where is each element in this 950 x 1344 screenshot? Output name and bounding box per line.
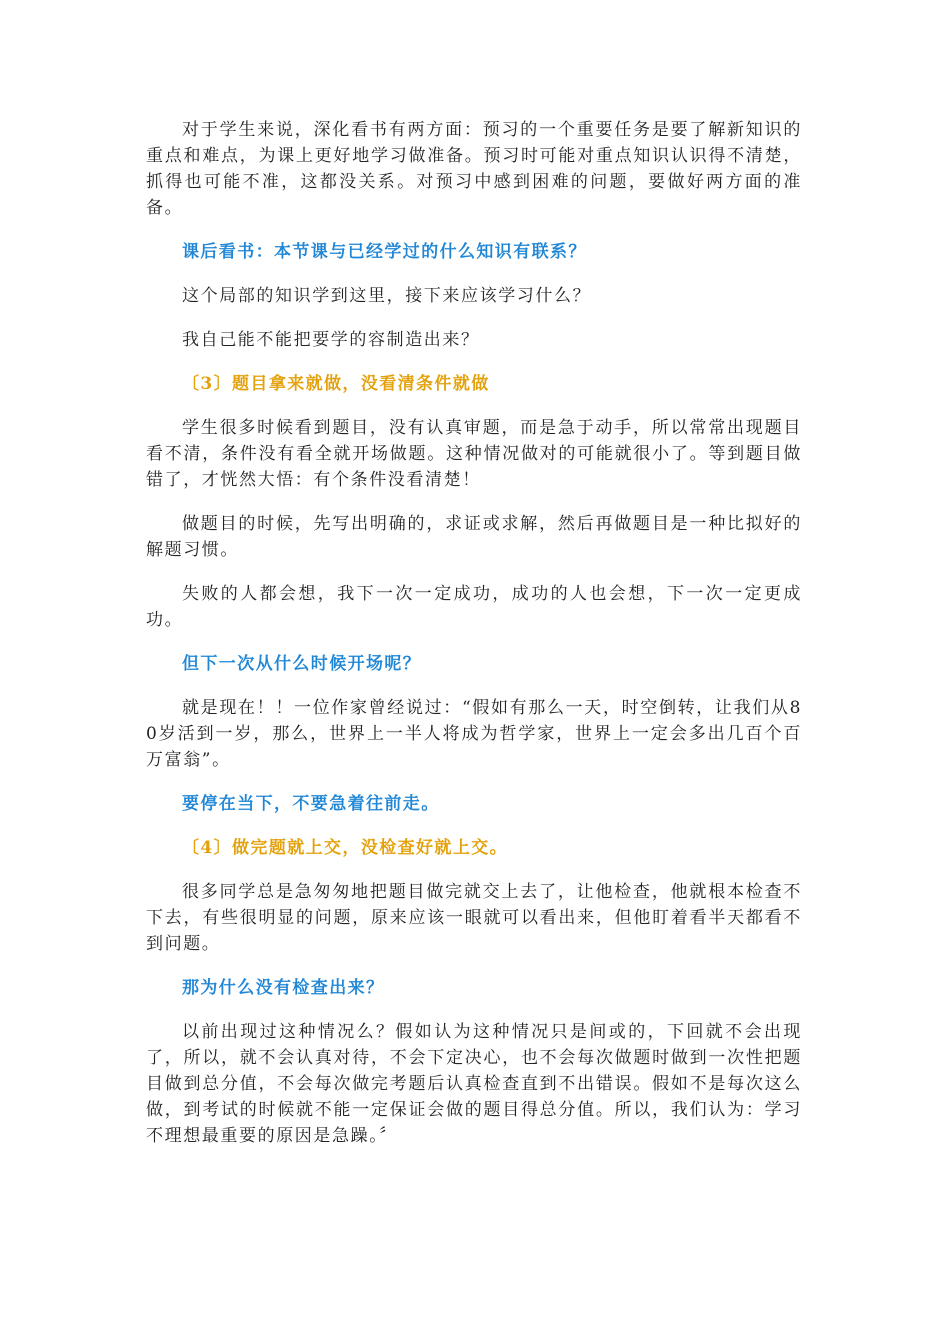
section-4-heading: 〔4〕做完题就上交，没检查好就上交。 <box>182 838 509 858</box>
when-to-start-heading: 但下一次从什么时候开场呢？ <box>182 654 422 674</box>
conclusion-paragraph: 以前出现过这种情况么？假如认为这种情况只是间或的，下回就不会出现了，所以，就不会认真对待，不会下定决心，也不会每次做题时做到一次性把题目做到总分值，不会每次做完考题后认真检查直到不出错误。假如不是每次这么做，到考试的时候就不能一定保证会做的题目得总分值。所以，我们认为：学习不理想最重要的原因是急躁。〞 <box>146 1022 802 1146</box>
hasty-submit-paragraph: 很多同学总是急匆匆地把题目做完就交上去了，让他检查，他就根本检查不下去，有些很明显的问题，原来应该一眼就可以看出来，但他盯着看半天都看不到问题。 <box>146 882 802 954</box>
intro-paragraph: 对于学生来说，深化看书有两方面：预习的一个重要任务是要了解新知识的重点和难点，为课上更好地学习做准备。预习时可能对重点知识认识得不清楚，抓得也可能不准，这都没关系。对预习中感到困难的问题，要做好两方面的准备。 <box>146 120 802 218</box>
writer-quote-paragraph: 就是现在！！一位作家曾经说过：“假如有那么一天，时空倒转，让我们从80岁活到一岁，那么，世界上一半人将成为哲学家，世界上一定会多出几百个百万富翁”。 <box>146 698 802 770</box>
question-paragraph-next: 这个局部的知识学到这里，接下来应该学习什么？ <box>182 286 592 306</box>
section-3-heading: 〔3〕题目拿来就做，没看清条件就做 <box>182 374 490 394</box>
document-page <box>146 117 802 1167</box>
question-paragraph-create: 我自己能不能把要学的容制造出来？ <box>182 330 480 350</box>
careless-reading-paragraph: 学生很多时候看到题目，没有认真审题，而是急于动手，所以常常出现题目看不清，条件没有看全就开场做题。这种情况做对的可能就很小了。等到题目做错了，才恍然大悟：有个条件没看清楚！ <box>146 418 802 490</box>
solving-habit-paragraph: 做题目的时候，先写出明确的，求证或求解，然后再做题目是一种比拟好的解题习惯。 <box>146 514 802 560</box>
success-failure-paragraph: 失败的人都会想，我下一次一定成功，成功的人也会想，下一次一定更成功。 <box>146 584 802 630</box>
stay-present-heading: 要停在当下，不要急着往前走。 <box>182 794 440 814</box>
after-class-reading-heading: 课后看书：本节课与已经学过的什么知识有联系？ <box>182 242 587 262</box>
why-not-checked-heading: 那为什么没有检查出来？ <box>182 978 385 998</box>
